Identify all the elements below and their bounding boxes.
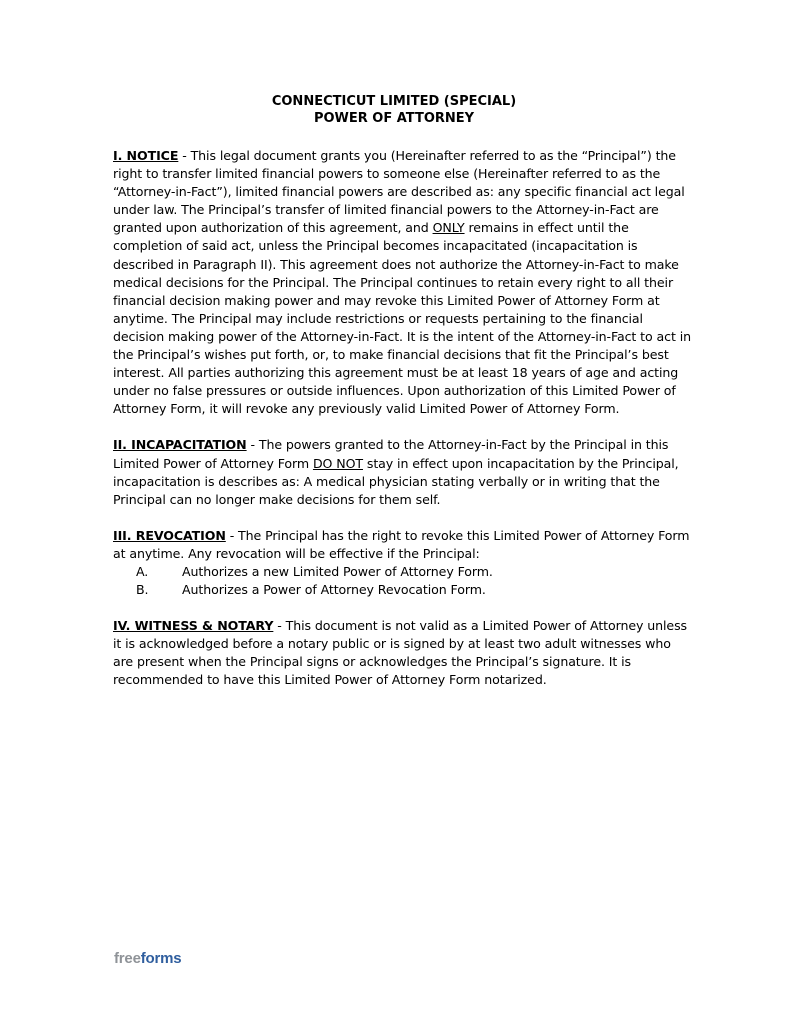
incapacitation-text-1: - The powers granted to the Attorney-in-Fact by the Principal in this Limited Power of Attorney Form [113,437,669,471]
freeforms-logo [114,950,181,967]
logo-forms: forms [140,950,182,967]
revocation-heading: III. REVOCATION [113,527,226,543]
document-title [0,93,788,127]
witness-heading: IV. WITNESS & NOTARY [113,618,274,634]
incapacitation-section [113,436,693,508]
revocation-list [113,563,693,599]
revocation-section [113,527,693,599]
list-item-letter: B. [136,582,149,598]
list-item-text: Authorizes a new Limited Power of Attorney Form. [182,563,493,579]
witness-text: - This document is not valid as a Limited Power of Attorney unless it is acknowledged before a notary public or is signed by at least two adult witnesses who are present when the Principal signs or acknowledges the Principal’s signature. It is recommended to have this Limited Power of Attorney Form notarized. [113,618,687,688]
notice-text-2: remains in effect until the completion of said act, unless the Principal becomes incapacitated (incapacitation is described in Paragraph II). This agreement does not authorize the Attorney-in-Fact to make medical decisions for the Principal. The Principal continues to retain every right to all their financial decision making power and may revoke this Limited Power of Attorney Form at anytime. The Principal may include restrictions or requests pertaining to the financial decision making power of the Attorney-in-Fact. It is the intent of the Attorney-in-Fact to act in the Principal’s wishes put forth, or, to make financial decisions that fit the Principal’s best interest. All parties authorizing this agreement must be at least 18 years of age and acting under no false pressures or outside influences. Upon authorization of this Limited Power of Attorney Form, it will revoke any previously valid Limited Power of Attorney Form. [113,220,691,417]
title-line-2: POWER OF ATTORNEY [313,111,475,126]
revocation-text: - The Principal has the right to revoke this Limited Power of Attorney Form at anytime. Any revocation will be effective if the Principal: [113,527,690,561]
witness-section [113,617,693,689]
title-line-1: CONNECTICUT LIMITED (SPECIAL) [271,94,517,109]
list-item-letter: A. [136,563,149,579]
notice-emphasis: ONLY [432,220,465,236]
notice-text-1: - This legal document grants you (Hereinafter referred to as the “Principal”) the right to transfer limited financial powers to someone else (Hereinafter referred to as the “Attorney-in-Fact”), limited financial powers are described as: any specific financial act legal under law. The Principal’s transfer of limited financial powers to the Attorney-in-Fact are granted upon authorization of this agreement, and [113,148,685,236]
list-item [113,581,693,599]
list-item-text: Authorizes a Power of Attorney Revocation Form. [182,582,486,598]
incapacitation-heading: II. INCAPACITATION [113,437,247,453]
notice-heading: I. NOTICE [113,148,179,163]
list-item [113,563,693,581]
notice-section [113,147,693,418]
incapacitation-emphasis: DO NOT [312,455,363,471]
incapacitation-text-2: stay in effect upon incapacitation by the Principal, incapacitation is describes as: A medical physician stating verbally or in writing that the Principal can no longer make decisions for them self. [113,455,679,507]
logo-free: free [114,950,141,967]
document-body [113,147,693,708]
